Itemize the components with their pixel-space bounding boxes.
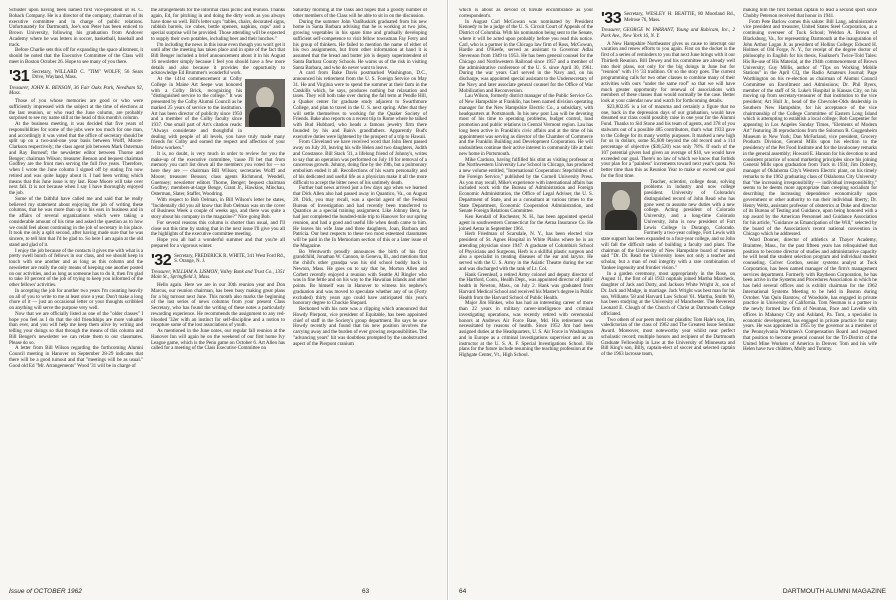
class-year: '33 <box>601 10 622 27</box>
paragraph: Hello again. Here we are in our 30th reunion year and Don Marcus, our reunion chairman, has been busy making great plans for a big turnout next June. This month also marks the beginning of the last series of news columns from your present Class Secretary, who has found the writing of these notes a particularly rewarding experience. He recommends the assignment to any red-blooded '32er with an instinct for self-discipline and a notion to recapture some of the lost associations of youth. <box>151 282 285 329</box>
paragraph: I'm including the news in this issue even though you won't get it until after the meeting has taken place and in spite of the fact that Bill Benger included a brief announcement about it in his August 16 newsletter simply because I feel you should have a few more details and also because it provides the opportunity to acknowledge Ed Brummer's wonderful work. <box>151 41 285 77</box>
paragraph: Bo Wentworth proudly announces the birth of his first grandchild, Jonathan W. Cannon, in Geneva, Ill., and mentions that the child's other grandpa was his old school buddy back in Newton, Mass. He goes on to say that he, Morton Allen and Corbett recently enjoyed a reunion with Seattle Al Ringler who was in fine fettle and on his way to the Hawaiian Islands and other points. Bo himself was in Hanover to witness his nephew's graduation and was moved to speculate whether any of us (Forty excluded) thirty years ago could have anticipated this year's honorary degree to Chuckie Shepard. <box>293 248 427 307</box>
class-officers <box>624 11 735 23</box>
portrait-face <box>612 190 630 212</box>
class-officers <box>174 253 285 265</box>
paragraph: Reckoned with his note was a clipping which announced that Howdy Pierpont, vice president of Equitable, has been appointed chief of staff in the Society's group department. Bo says he saw Howdy recently and found that his new position involves the carrying away and the burden of ever growing responsibilities. The "advancing years" hit was doubtless prompted by the unobstructed aspect of the Pierpont cranium <box>293 306 427 347</box>
portrait-photo <box>601 182 641 230</box>
class-treasurer: Treasurer, GEORGE W. FARRANT, Young and Rubicam, Inc., 2 Park Ave., New York 16, N. Y. <box>601 27 735 39</box>
paragraph: At the 141st commencement at Colby College in Maine Art Seepe was honored with a Colby Brick, recognizing his "distinguished service to the college." It was presented by the Colby Alumni Council as he marked 25 years of service to the institution. Art has been director of publicity since 1950 and a member of the Colby faculty since 1937. One small part of Art's citation reads: "Always considerate and thoughtful in dealing with people of all levels, you have truly made many friends for Colby and earned the respect and affection of your fellow workers." <box>151 76 285 151</box>
class-officers <box>32 69 143 81</box>
right-column-3 <box>743 8 877 580</box>
paragraph: In August Carl McGowan was nominated by President Kennedy to be a judge of the U. S. Circuit Court of Appeals of the District of Columbia. With his nomination being sent to the Senate, where it will be acted upon probably before you read this notice. Carl, who is a partner in the Chicago law firm of Ross, McGowan, Hardie and O'Keefe, served as assistant to Governor Adlai Stevenson from 1949 to 1953. He has been general counsel for the Chicago and Northwestern Railroad since 1957 and a member of the administrative conference of the U. S. since April 30, 1961. During the war years Carl served in the Navy and, on his discharge, was appointed special assistant to the Undersecretary of the Navy and later associate general counsel for the Office of War Mobilization and Reconversion. <box>459 18 593 94</box>
paragraph: Ward Donner, director of athletics at Thayer Academy, Braintree, Mass., for the past fifteen years has relinquished that position to become director of studies and administrative capacity he will head the student selection program and individual student counseling. Colver Gordon, senior systems analyst at Tuck Corporation, has been named manager of the firm's management services department. Formerly with Raytheon Corporation, he has been active in the Systems and Procedures Association in which he has held several offices and is exhibit chairman for the 1962 International Systems Meeting to be held in Boston during October. Van Quin Barstow, of Woodside, has engaged in private practice in University of California. Tom Neuman is a partner in the newly formed law firm of Neuman, Pace and Lavelle with offices in Mahanoy City and Ashland, Pa. Tom, a specialist in economic development, has engaged in private practice for many years. He was appointed in 1955 by the governor as a member of the Pennsylvania Workmen's Compensation Board and resigned that position to become general counsel for the Tri-District of the United Mine Workers of America in Denver. Tom and his wife Helen have two children, Molly and Tommy. <box>743 237 877 353</box>
paragraph: At the business meeting, it was decided that five years of responsibilities for some of the jobs were too much for one man, and accordingly it was voted that the office of secretary should be split up on a two-and-one year basis between Wolff, Moore-Clarkson respectively; the class agent job between Mark Osterman and Ray Borneuf; the newsletter editor between Thorne and Benger; chairman Wilson; treasurer Benson and bequest chairman Godfrey are the front men serving the full five years. Therefore, when I wrote the June column I signed off by stating I'm now retired and was quite happy about it. I had been writing which means that this June issue is my last. Rose Moore will take over next fall. It is not because when I say I have thoroughly enjoyed the job. <box>9 121 143 196</box>
paragraph: Saturday morning at the Oaks and hopes that a goodly number of other members of the Class will be able to sit in on the discussion. <box>293 8 427 19</box>
paragraph: Some of the faithful have called me and said that he really believed my statement about enjoying the job of writing these columns, that he was more than up to his ears in business and in the affairs of several organizations which were taking a considerable amount of his time and asked the question as to how we could feel about continuing in the job of secretary in his place. It took me only a split second, after having made sure that he was sincere, to tell him that I'd be glad to. So here I am again at the old stand and glad of it. <box>9 195 143 248</box>
paragraph: In a garden ceremony, most appropriately in the Rose, on August 11, the first of all 1933 nuptials joined Martha Marcheck, daughter of Jack and Dotty, and Jackson White Wright Jr., son of Dr. Jack and Madge, in marriage. Jack Wright was best man for his son, Williams '58 and Harvard Law School '61. Martha, Smith '60, has been studying at the University of Manchester. The Reverend Leonard E. Clough of the Church of Christ at Dartmouth College officiated. <box>601 270 735 317</box>
class-treasurer: Treasurer, JOHN K. BENSON, 36 Fair Oaks Park, Needham 92, Mass. <box>9 84 143 97</box>
paragraph: As mentioned in the June notes, our regular fall reunion at the Hanover Inn will again be on the weekend of our first home Ivy League game, which is the Penn game on October 6. Art Allen has called for a meeting of the Class Executive Committee on <box>151 328 285 352</box>
right-page-number: 64 <box>459 588 467 595</box>
paragraph: Those of you whose memories are good or who were sufficiently impressed with the subject at the time of elections at the last reunion, or who read the June column, are probably surprised to see my name still at the head of this month's column. <box>9 98 143 122</box>
right-footer-magazine: DARTMOUTH ALUMNI MAGAZINE <box>782 588 886 595</box>
left-column-2 <box>151 8 285 580</box>
paragraph: Before Charlie sets this off for expanding the space allotment, it should be noted that the Executive Committee of the Class will meet in Boston October 26. Hope to see many of you there. <box>9 47 143 65</box>
class-treasurer: Treasurer, WILLIAM A. LISMON, Valley Bank and Trust Co., 1351 Main St., Springfield 3, Mass. <box>151 268 285 281</box>
left-page-number: 63 <box>362 588 370 595</box>
right-page <box>449 0 896 600</box>
paragraph: Lau Wilson, formerly district manager of the Public Service Co. of New Hampshire at Franklin, has been named division operating manager for the New Hampshire Electric Co., a subsidiary, with headquarters at Portsmouth. In his new post Lau will be devoting most of his time to operating problems, budget control, load promotion and public relations in Central Vermont region. Lau has long been active in Franklin's civic affairs and at the time of his appointment was serving as director of the Chamber of Commerce and the Franklin Building and Development Corporation. He will undoubtless continue their active interest in community life at their new home in Portsmouth. <box>459 93 593 157</box>
paragraph: It is, no doubt, is very much in order to review for you the make-up of the executive committee, 'cause I'll bet that from memory you can't list down all the members you voted for — so here they are — chairman Bill Wilson; secretaries Wolff and Moore; treasurer Benson; class agents Richmond, Wendell, Guernsey; newsletter editors Thorne, Benger; bequest chairman Godfrey; members-at-large Benge, Grant Jr., Hawkins, Minchau, Osterman, Slater, Staffer, Woodring. <box>151 150 285 197</box>
paragraph: Mike Cardozo, having fulfilled his stint as visiting professor at the Northwestern University Law School in Chicago, has produced a new volume entitled, "International Cooperation: Stepchildren of the Foreign Service," published by the Cornell University Press. As you may recall, Mike's experience with international affairs has included work with the Bureau of Administration and Foreign Economic Administration, the Office of Legal Adviser, the U. S. Department of State, and as a consultant at various times to the State Department, Economic Cooperation Administration, and Senate Foreign Relations Committee. <box>459 156 593 215</box>
paragraph: which is about as devoid of hirsute encumbrance as your correspondent's. <box>459 8 593 19</box>
paragraph: Further bad news arrived just a few days ago when we learned that Dick Allen also had passed away in Quantico, Va., on August 28. Dick, you may recall, was a special agent of the Federal Bureau of Investigation and had recently been transferred to Quantico as a special training assignment. Like Johnny Bent, he had just completed the hundred-mile trip to Hanover for our spring reunion, and had a good and useful life when death came to him. He leaves his wife Jane and three daughters, Joan, Barbara and Patricia. Our best respects to these two most esteemed classmates will be paid in the In Memoriam section of this or a later issue of the Magazine. <box>293 185 427 249</box>
paragraph: Major Jim Hinkes, who has had an interesting career of more than 22 years in military career-intelligence and criminal investigating operations, was recently retired with ceremonial honors at Andrews Air Force Base, Md. His retirement was necessitated by reasons of health. Since 1952 Jim had been assigned duties at the Headquarters, U. S. Air Force in Washington and in Europe as a criminal investigations supervisor and as an instructor at the U. S. A. F. Special Investigations School. His plans for the future include resuming the teaching profession at the Highgate Center, Vt., High School. <box>459 300 593 358</box>
class-heading-32 <box>151 253 285 268</box>
paragraph: I enjoy the job because of the contacts it gives me with what is a pretty swell bunch of fellows in our class, and we should keep in touch with one another and as long as this column and the newsletter are really the only means of keeping one another posted on our activities, and as long as someone has to do it, then I'm glad to take 10 percent of the job of trying to keep you informed of the other fellows' activities. <box>9 247 143 288</box>
portrait-body <box>605 210 637 230</box>
paragraph: making him the first football captain to lead a second sport since Chubby Peterson received that honor in 1941. <box>743 8 877 19</box>
paragraph: Hank Greenleaf, a retired Army colonel and deputy director of the Hartford, Conn., Health Dept., was appointed director of public health in Newton, Mass., on July 2. Hank was graduated from Harvard Medical School and received his Master's degree in Public Health from the Harvard School of Public Health. <box>459 271 593 301</box>
paragraph: In accepting the job for another two years I'm counting heavily on all of you to write to me at least once a year. Don't make a long chore of it — just an occasional letter or your thoughts scribbled on anything will serve the purpose very well. <box>9 287 143 311</box>
class-secretary: Secretary, WILLARD C. "TIM" WOLFF, 56 Sears Drive, Wayland, Mass. <box>32 69 143 81</box>
class-year: '31 <box>9 67 30 85</box>
left-column-1 <box>9 8 143 580</box>
paragraph: With respect to Bob Oelman, in Bill Wilson's letter he states, "Incidentally did you all know that Bob Oelman was on the cover of Business Week a couple of weeks ago, and there was quite a story about his company in the magazine?" Nice going Bob. <box>151 196 285 220</box>
class-heading-31 <box>9 69 143 84</box>
class-secretary: Secretary, FREDERICK R. WHITE, 341 West Ford Rd., S. Orange, N. J. <box>174 253 285 265</box>
paragraph: A card from Bake Davis postmarked Washington, D.C., announced his retirement from the U. S. Foreign Service on May 31. He and Virginia were to spend the summer at their farm in the Catskills which, he says, produces nothing but relaxation and taxes. They will both take over during the fall term at Pendle Hill, a Quaker center for graduate study adjacent to Swarthmore College, and plan to travel in the U. S. next spring. After that they will settle themselves to working for the Quaker Society of Friends. Bake also reports on a recent trip to Rome where he talked with Bud Hubbard, who heads a famous jewelry firm there founded by his and Bain's grandfathers. Apparently Bud's executive duties were lightened by the prospect of a trip to Hawaii. <box>293 70 427 140</box>
paragraph: Hope you all had a wonderful summer and that you're all prepared for a vigorous winter. <box>151 237 285 249</box>
class-secretary: Secretary, WESLEY H. BEATTIE, 80 Moorland Rd., Melrose 76, Mass. <box>624 12 735 23</box>
right-column-1 <box>459 8 593 580</box>
portrait-face <box>256 87 274 109</box>
class-year: '32 <box>151 251 172 269</box>
paragraph: A New Hampshire Northeaster gives us cause to interrupt our vacation and renew efforts to you again. First on the docket is the first of a series of reminders to you that next June brings with it our Thirtieth Reunion. Bill Dewey and his committee are already well into their plans, not only for the big doings in June but for "reunion" with 1½ '33 tradition. Or so the story goes. The current programming calls for two other classes to combine many of their activities with ours "under the same roof" so that we will have much greater opportunity for renewal of associations with members of these classes than would normally be the case. Better look at your calendar now and watch for forthcoming details. <box>601 40 735 104</box>
paragraph: Now that we are officially listed as one of the "older classes" I hope you feel as I do that the old friendships are more valuable than ever, and you will help me keep them alive by writing and telling your doings so that through the means of this column and Bill Benger's newsletter we can relate them to our classmates. Please do so. <box>9 310 143 346</box>
paragraph: Two others of our peers merit our plaudits: Tom Hale's son, Jim, valedictorian of the class of 1962 and The Greatest Issue Seminar Award. Moreover, most noteworthy year whilst near perfect scholastic record; multiple honors and recipient of the Dartmouth Graduate Fellowship in Law at the University of Minnesota and Bill King's son, Billy, captain-elect of soccer and selected captain of the 1963 lacrosse team, <box>601 316 735 357</box>
portrait-photo <box>245 79 285 127</box>
paragraph: Schuster upon having been named first vice-president of H. C. Bohack Company. He is a director of the company, chairman of its executive committee and in charge of public relations. Unfortunately for Dartmouth, Joe's son Peter has been enticed to Brown University, following his graduation from Andover Academy where he was letters in soccer, basketball, baseball and track. <box>9 8 143 48</box>
left-footer-issue: Issue of OCTOBER 1962 <box>9 588 82 595</box>
paragraph: A letter from Bill Wilson regarding the forthcoming Alumni Council meeting in Hanover on September 28-29 indicates that there will be a good turnout and that "meetings will be as usual." Good old Ed "Mr. Arrangements" Wood '31 will be in charge of <box>9 345 143 369</box>
paragraph: $23,802.85 is a lot of mazuma and certainly a figure that no one, back in the depression days of our graduation, would have dreamed our class could possibly raise in one year for the Alumni Fund. Thanks to Sid Stone and his team of agents, and 378 of you stalwarts out of a possible 485 contributors, that's what 1933 gave to the College for its many worthy purposes. It marked a new high for us in dollars, some $5,600 beyond the old record and a 114 percentage of objective ($30,520) was only 78%. If each of the 107 potential givers had given an average of $10, we would have exceeded our goal. There's no law of which we know that forbids your plan for a "painless" increments toward next year's quota. No better time than this as Reunion Year to make or exceed our goal for the first time. <box>601 103 735 179</box>
paragraph: For several reasons this column is shorter than usual, and I'll close out this time by stating that in the next issue I'll give you all the highlights of the executive committee meeting. <box>151 219 285 238</box>
paragraph: the arrangements for the informal class picnic and reunion. Thanks again, Ed, for pitching in and doing the dirty work as you always have done so well. Bill's letter says "tables, chairs, decorated signs, rubbish barrels, ice cubes, bottle openers, napkins, cups" and a special surprise will be provided. Those attending will be expected to supply their own potables, including beer and their lunches." <box>151 8 285 42</box>
paragraph: Teacher, scientist, college dean, solving problems in industry and now college president. University of Colorado's distinguished record of John Read who has gone west to assume new duties with a new college. Acting president of Colorado University, and a long-time Colorado University, John is now president of Fort Lewis College in Durango, Colorado. Formerly a two-year college, Fort Lewis with state support has been expanded to a four-year college, and so John will fall the difficult tasks of building a faculty and plant. The chairman of the University of New Hampshire board of trustees said "Dr. Dr. Read the University loses not only a teacher and scholar, but a man of real integrity with a rare combination of Yankee ingenuity and frontier vision." <box>601 178 735 271</box>
paragraph: During the summer John VanBuskirk graduated from his new home in Santa Barbara advising that he is working at two jobs, growing vegetables in his spare time and gradually developing sufficient self-competence to visit fellow townsman Fay Ferry and his group of thinkers. He failed to mention the name of either of his two assignments, but from other information at hand it is assumed that the bread and butter job is deputy superintendent of Santa Barbara County Schools. He warns us of the risk in visiting Santa Barbara, and who do never want to leave. <box>293 18 427 71</box>
class-heading-33 <box>601 11 735 26</box>
paragraph: From Cleveland we have received word that John Bent passed away on July 20, leaving his wife Helen and two daughters, Judith and Constance. Bill Stack '31, a lifelong friend of Johnny's, writes to say that an operation was performed on July 10 for removal of a cancerous growth. Johnny, doing fine by the 19th, but a pulmonary embolism ended it all. Recollections of his warm personality and of his dedicated and useful life as a physician make it all the more difficult to accept the bitter news of his untimely death. <box>293 139 427 186</box>
paragraph: Ken Kendall of Rochester, N. H., has been appointed special agent in southwestern Connecticut for the Aetna Insurance Co. He joined Aetna in September 1961. <box>459 214 593 232</box>
right-column-2 <box>601 8 735 580</box>
portrait-body <box>249 107 281 127</box>
paragraph: Herb Friedman of Scarsdale, N. Y., has been elected vice president of St. Agnes Hospital in White Plains where he is an attending physician since 1947. A graduate of Columbia's School of Physicians and Surgeons, Herb is a skillful plastic surgeon and also a specialist in treating diseases of the ear and larynx. He served with the U. S. Army in the Asiatic Theatre during the war and was discharged with the rank of Lt. Col. <box>459 231 593 272</box>
left-column-3 <box>293 8 427 580</box>
paragraph: From Pete Barlow comes this salute: Bill Lang, administrative vice president and treasurer, United States Steel Corporation, as a continuing overseer of Tuck School; Weldon A. Brown of Blacksburg, Va., for representing Dartmouth at the inauguration of John Arthur Logan Jr. as president of Hollins College; Edward H. Holmes of Old Forge, N. Y., for receipt of the degree doctor of philosophy in English for his thesis, Faulkner's Twice-Told Tales: His Re-use of His Material, at the 194th commencement of Brown University; Guy Millis, author of "Tips on Working Mobile Stations" in the April CQ, the Radio Amateurs Journal; Page Worthington on his re-election as chairman of Alumni Council Committee on Enrollment and Admissions; Dr. Phil Byers, member of the staff of St. Luke's Hospital in Kansas City, on his moving up from secretary-treasurer of that institution to the vice president; Art Hull Jr., head of the Chevrolet-Olds dealership in Southern New Hampshire, for his acceptance of the vice chairmanship of the College Committee of Eastern Long Island which is attempting to establish a local college; Bob Carpentier for appearing in Los Angeles Sunday Times, "Elements of Modern Art" featuring 36 reproductions from the Solomon R. Guggenheim Museum in New York; Dan McFarland, vice president, Grocery Products Division, General Mills upon his election to the presidency of the Pet Food Institute and for the lavalooney remarks in the general assembly; Howard E. Hanson for his devotion to and consistent practice of sound marketing principles since his joining General Mills upon graduation from Tuck in 1934; Jim Doherty, manager of Oklahoma City's Western Electric plant, on his timely remarks to the 1962 graduating class of Oklahoma City University that "the increasing irresponsibility — individual irresponsibility," seems to be deems more appropriate than creeping socialism for describing the increasing dependence economically upon government or other authority to run their individual liberty; Dr. Henry Weltz, assistant professor of obstetrics at Duke and director of its Bureau of Testing and Guidance, upon being honored with a top award by the American Personnel and Guidance Association for his article, "Guidance as Emancipation of the Will," selected by the board of the Association's recent national convention in Chicago which he addressed. <box>743 18 877 238</box>
